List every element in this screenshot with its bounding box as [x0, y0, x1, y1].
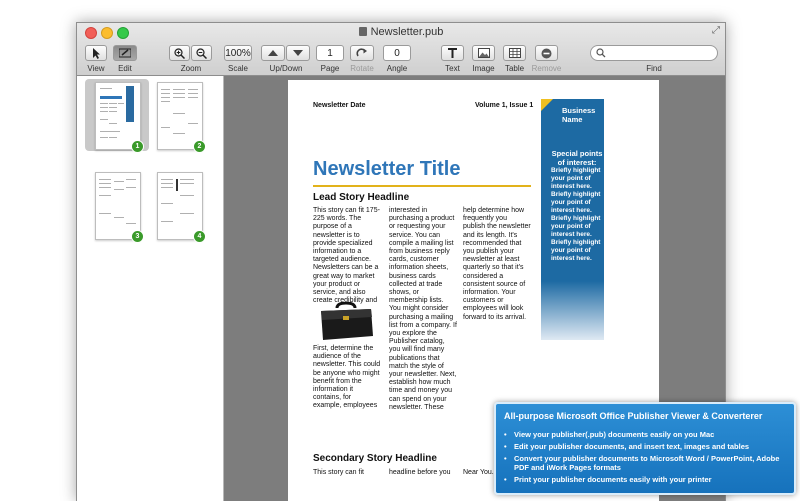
find-label: Find — [646, 64, 662, 73]
thumb-line — [180, 183, 194, 184]
thumb-line — [126, 223, 136, 224]
thumb-line — [109, 111, 117, 112]
angle-field[interactable] — [383, 45, 411, 61]
thumb-line — [99, 213, 111, 214]
page-thumbnails-sidebar — [77, 76, 224, 501]
thumb-line — [161, 179, 173, 180]
thumb-line — [173, 93, 185, 94]
highlight-item: Briefly highlight your point of interest here. — [551, 167, 601, 190]
image-label: Image — [472, 64, 495, 73]
story-column-1[interactable] — [313, 207, 381, 305]
zoom-in-button[interactable] — [169, 45, 190, 61]
thumb-line — [109, 107, 117, 108]
newsletter-volume[interactable]: Volume 1, Issue 1 — [475, 102, 534, 109]
arrow-pointer-icon — [92, 48, 101, 59]
highlight-item: Briefly highlight your point of interest here. — [551, 191, 601, 214]
thumbnail-page-2[interactable] — [157, 82, 203, 150]
thumb-sidebar-bar — [126, 86, 134, 122]
thumb-line — [161, 203, 173, 204]
thumb-line — [109, 103, 117, 104]
page-number-badge: 2 — [193, 140, 206, 153]
thumb-line — [109, 137, 117, 138]
thumb-line — [118, 103, 124, 104]
thumb-line — [100, 111, 108, 112]
thumb-line — [114, 189, 124, 190]
promo-feature-item: • Edit your publisher documents, and insert text, images and tables — [504, 442, 794, 451]
edit-icon — [119, 48, 131, 58]
page-up-button[interactable] — [261, 45, 285, 61]
zoom-label: Zoom — [180, 64, 202, 73]
thumb-line — [173, 97, 185, 98]
updown-label: Up/Down — [269, 64, 303, 73]
insert-image-button[interactable] — [472, 45, 495, 61]
thumb-line — [161, 183, 173, 184]
thumb-line — [161, 221, 173, 222]
thumb-title-bar — [100, 96, 122, 99]
thumb-line — [173, 133, 185, 134]
zoom-out-button[interactable] — [191, 45, 212, 61]
find-field[interactable] — [590, 45, 718, 61]
chevron-down-icon — [293, 50, 303, 56]
thumbnail-page-4[interactable] — [157, 172, 203, 240]
thumb-line — [114, 217, 124, 218]
promo-banner — [494, 402, 796, 495]
thumb-line — [173, 113, 185, 114]
title-rule — [313, 185, 531, 187]
thumb-line — [100, 103, 108, 104]
thumb-line — [180, 213, 194, 214]
thumb-line — [100, 107, 108, 108]
page-number-badge: 4 — [193, 230, 206, 243]
thumb-line — [188, 93, 198, 94]
zoom-in-icon — [174, 48, 185, 59]
story-column-1-bottom: First, determine the audience of the newsletter. This could be anyone who might benefit from the information it contains, for example, employees — [313, 345, 381, 410]
promo-feature-item: • View your publisher(.pub) documents easily on you Mac — [504, 430, 794, 439]
remove-icon — [541, 48, 552, 59]
window-title: Newsletter.pub — [370, 26, 444, 38]
table-icon — [509, 48, 521, 58]
scale-label: Scale — [227, 64, 248, 73]
chevron-up-icon — [268, 50, 278, 56]
thumb-line — [126, 179, 136, 180]
thumb-line — [173, 89, 185, 90]
zoom-out-icon — [196, 48, 207, 59]
text-icon — [447, 48, 458, 59]
title-bar — [77, 23, 725, 41]
highlight-item: Briefly highlight your point of interest here. — [551, 215, 601, 238]
thumb-line — [100, 131, 120, 132]
toolbar — [77, 23, 725, 76]
table-label: Table — [504, 64, 525, 73]
edit-label: Edit — [118, 64, 132, 73]
window-title-wrap — [77, 26, 725, 38]
page-number-value: 1 — [327, 47, 333, 59]
fullscreen-icon[interactable]: ⤢ — [712, 25, 720, 36]
newsletter-title[interactable]: Newsletter Title — [313, 158, 461, 180]
document-icon — [359, 27, 367, 36]
image-icon — [478, 48, 490, 58]
insert-text-button[interactable] — [441, 45, 464, 61]
business-sidebar[interactable] — [541, 99, 604, 340]
remove-button[interactable] — [535, 45, 558, 61]
promo-feature-item: • Print your publisher documents easily with your printer — [504, 475, 794, 484]
text-label: Text — [445, 64, 460, 73]
promo-feature-list — [504, 430, 794, 487]
thumb-line — [180, 195, 194, 196]
view-label: View — [87, 64, 105, 73]
briefcase-icon — [317, 302, 375, 342]
thumb-line — [161, 93, 170, 94]
page-label: Page — [320, 64, 340, 73]
scale-value: 100% — [225, 47, 251, 59]
thumb-line — [188, 123, 198, 124]
angle-label: Angle — [386, 64, 408, 73]
remove-label: Remove — [531, 64, 562, 73]
thumb-line — [180, 179, 194, 180]
story-column-3-text: help determine how frequently you publish the newsletter and its length. It's recommended that you publish your newsletter at least quarterly so that it's considered a consistent source of information. Your customers or employees will look forward to its arrival. — [463, 207, 531, 321]
sidebar-gradient — [541, 281, 604, 340]
secondary-story-headline[interactable]: Secondary Story Headline — [313, 453, 437, 464]
thumb-line — [109, 123, 117, 124]
thumb-line — [161, 187, 173, 188]
secondary-column-2[interactable]: headline before you — [389, 469, 451, 476]
thumb-line — [99, 195, 111, 196]
thumb-line — [161, 101, 170, 102]
business-name[interactable]: Business Name — [562, 106, 596, 124]
thumb-line — [100, 88, 112, 89]
thumb-line — [161, 97, 170, 98]
page-number-badge: 1 — [131, 140, 144, 153]
sidebar-corner-accent — [541, 99, 553, 111]
rotate-icon — [356, 48, 368, 58]
page-down-button[interactable] — [286, 45, 310, 61]
promo-feature-item: • Convert your publisher documents to Microsoft Word / PowerPoint, Adobe PDF and iWork Pages formats — [504, 454, 794, 472]
rotate-button[interactable] — [350, 45, 374, 61]
thumb-line — [100, 137, 108, 138]
thumb-line — [99, 187, 111, 188]
view-button[interactable] — [85, 45, 107, 61]
edit-button[interactable] — [113, 45, 137, 61]
angle-value: 0 — [394, 47, 400, 59]
briefcase-image[interactable] — [317, 302, 375, 342]
thumb-line — [99, 179, 111, 180]
thumb-line — [188, 89, 198, 90]
promo-title: All-purpose Microsoft Office Publisher Viewer & Converterer — [504, 411, 763, 421]
search-icon — [596, 48, 606, 58]
newsletter-date[interactable]: Newsletter Date — [313, 102, 366, 109]
secondary-column-1[interactable]: This story can fit — [313, 469, 364, 476]
scale-field[interactable] — [224, 45, 252, 61]
story-column-2-text: interested in purchasing a product or requesting your service. You can compile a mailing list from business reply cards, customer information sheets, business cards collected at trade shows, or membership lists. You might consider purchasing a mailing list from a company. If you explore the Publisher catalog, you will find many publications that match the style of your newsletter. Next, establish how much time and money you can spend on your newsletter. These — [389, 207, 457, 411]
story-column-3[interactable] — [463, 207, 531, 322]
highlights-list[interactable] — [551, 167, 603, 263]
page-number-badge: 3 — [131, 230, 144, 243]
story-column-1-continued[interactable] — [313, 345, 381, 411]
thumbnail-page-3[interactable] — [95, 172, 141, 240]
thumb-line — [126, 187, 136, 188]
story-column-1-top: This story can fit 175-225 words. The purpose of a newsletter is to provide specialized information to a targeted audience. Newsletters can be a great way to market your product or service, and also create credibility and — [313, 207, 380, 305]
special-points-heading[interactable]: Special points of interest: — [551, 149, 603, 167]
thumb-line — [161, 127, 170, 128]
thumb-line — [188, 97, 198, 98]
thumb-line — [99, 183, 111, 184]
story-column-2[interactable] — [389, 207, 457, 412]
highlight-item: Briefly highlight your point of interest here. — [551, 239, 601, 262]
thumb-line — [114, 181, 124, 182]
insert-table-button[interactable] — [503, 45, 526, 61]
rotate-label: Rotate — [350, 64, 374, 73]
thumb-rule — [176, 179, 178, 191]
thumb-line — [100, 119, 108, 120]
thumb-line — [161, 89, 170, 90]
thumbnail-page-1[interactable] — [95, 82, 141, 150]
page-number-field[interactable] — [316, 45, 344, 61]
find-input[interactable] — [609, 47, 713, 61]
lead-story-headline[interactable]: Lead Story Headline — [313, 192, 410, 203]
secondary-column-3[interactable]: Near You. — [463, 469, 494, 476]
